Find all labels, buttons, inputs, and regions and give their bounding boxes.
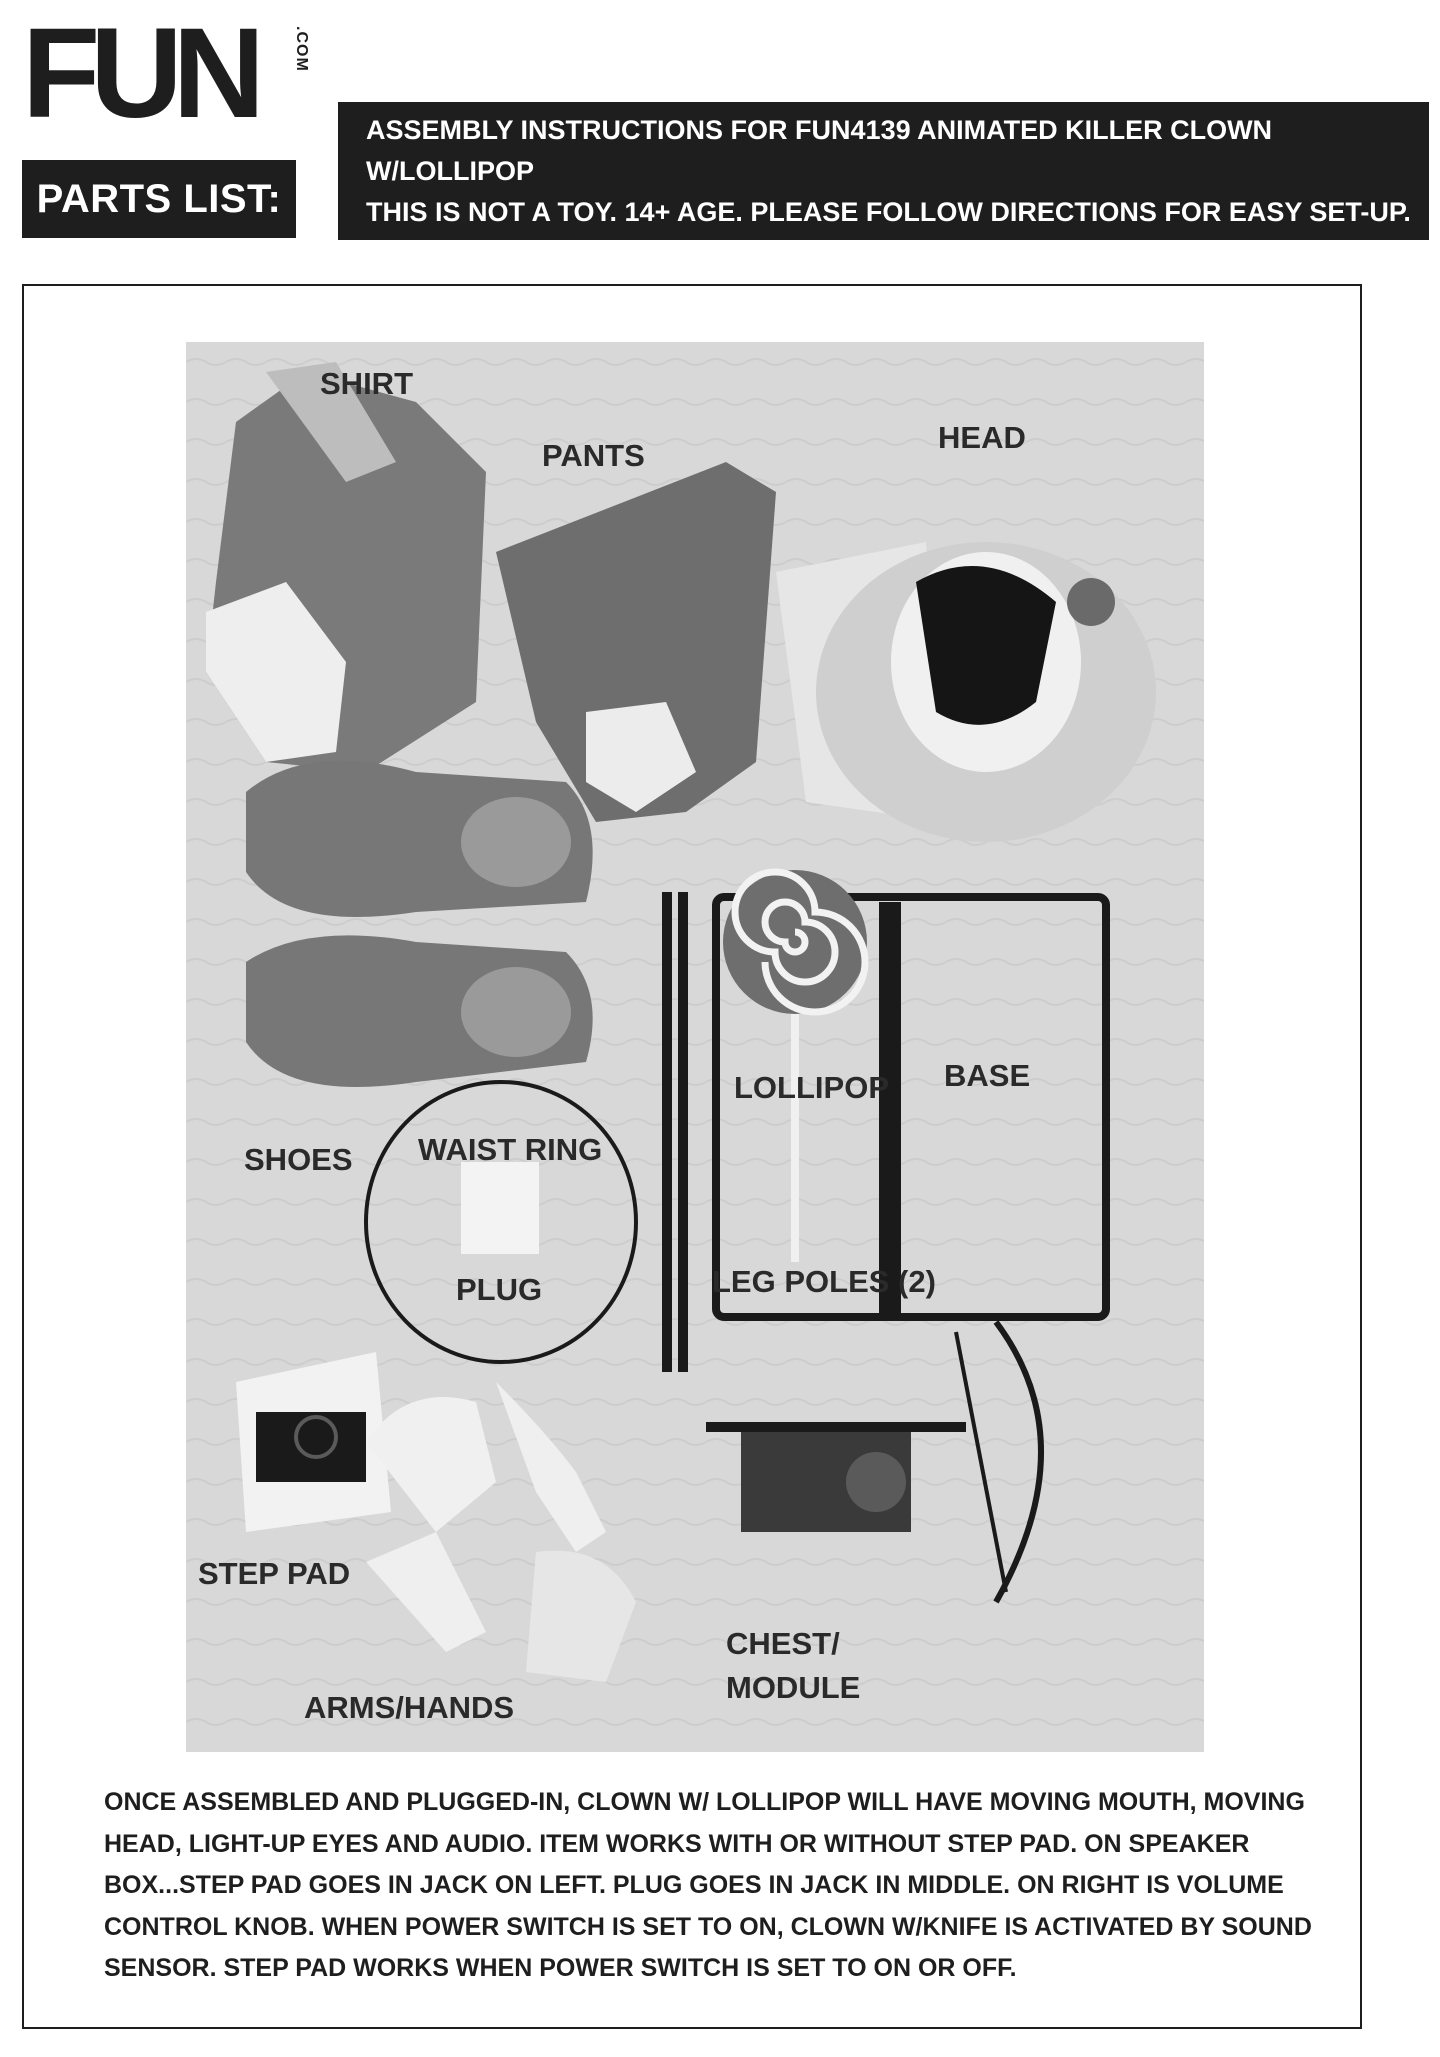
description-line: ONCE ASSEMBLED AND PLUGGED-IN, CLOWN W/ LOLLIPOP WILL HAVE MOVING MOUTH, MOVING [104,1788,1305,1816]
header-line-2: THIS IS NOT A TOY. 14+ AGE. PLEASE FOLLOW DIRECTIONS FOR EASY SET-UP. [366,196,1411,227]
description-line: HEAD, LIGHT-UP EYES AND AUDIO. ITEM WORKS WITH OR WITHOUT STEP PAD. ON SPEAKER [104,1829,1250,1858]
label-base: BASE [944,1058,1031,1093]
parts-photo [186,342,1204,1752]
logo-text: FUN [22,2,256,145]
label-arms-hands: ARMS/HANDS [304,1690,515,1725]
header-line-1: ASSEMBLY INSTRUCTIONS FOR FUN4139 ANIMATED KILLER CLOWN W/LOLLIPOP [366,114,1273,186]
header-banner [338,102,1429,240]
label-leg-poles: LEG POLES (2) [712,1264,936,1299]
label-shirt: SHIRT [320,366,413,401]
label-lollipop: LOLLIPOP [734,1070,889,1105]
label-step-pad: STEP PAD [198,1556,351,1591]
label-head: HEAD [938,420,1026,455]
label-chest-line-1: CHEST/ [726,1626,840,1661]
brand-logo [22,2,310,145]
description-line: BOX...STEP PAD GOES IN JACK ON LEFT. PLUG GOES IN JACK IN MIDDLE. ON RIGHT IS VOLUME [104,1871,1284,1899]
parts-photo-illustration [186,342,1204,1752]
label-pants: PANTS [542,438,645,473]
label-chest-line-2: MODULE [726,1670,861,1705]
label-waist-ring: WAIST RING [418,1132,603,1167]
label-plug: PLUG [456,1272,543,1307]
head-illustration [776,542,1156,842]
label-shoes: SHOES [244,1142,353,1177]
assembly-description [104,1782,1314,1990]
description-line: CONTROL KNOB. WHEN POWER SWITCH IS SET TO ON, CLOWN W/KNIFE IS ACTIVATED BY SOUND [104,1912,1312,1941]
description-line: SENSOR. STEP PAD WORKS WHEN POWER SWITCH IS SET TO ON OR OFF. [104,1954,1017,1982]
logo-suffix: .COM [293,26,310,72]
parts-list-label: PARTS LIST: [22,160,296,238]
